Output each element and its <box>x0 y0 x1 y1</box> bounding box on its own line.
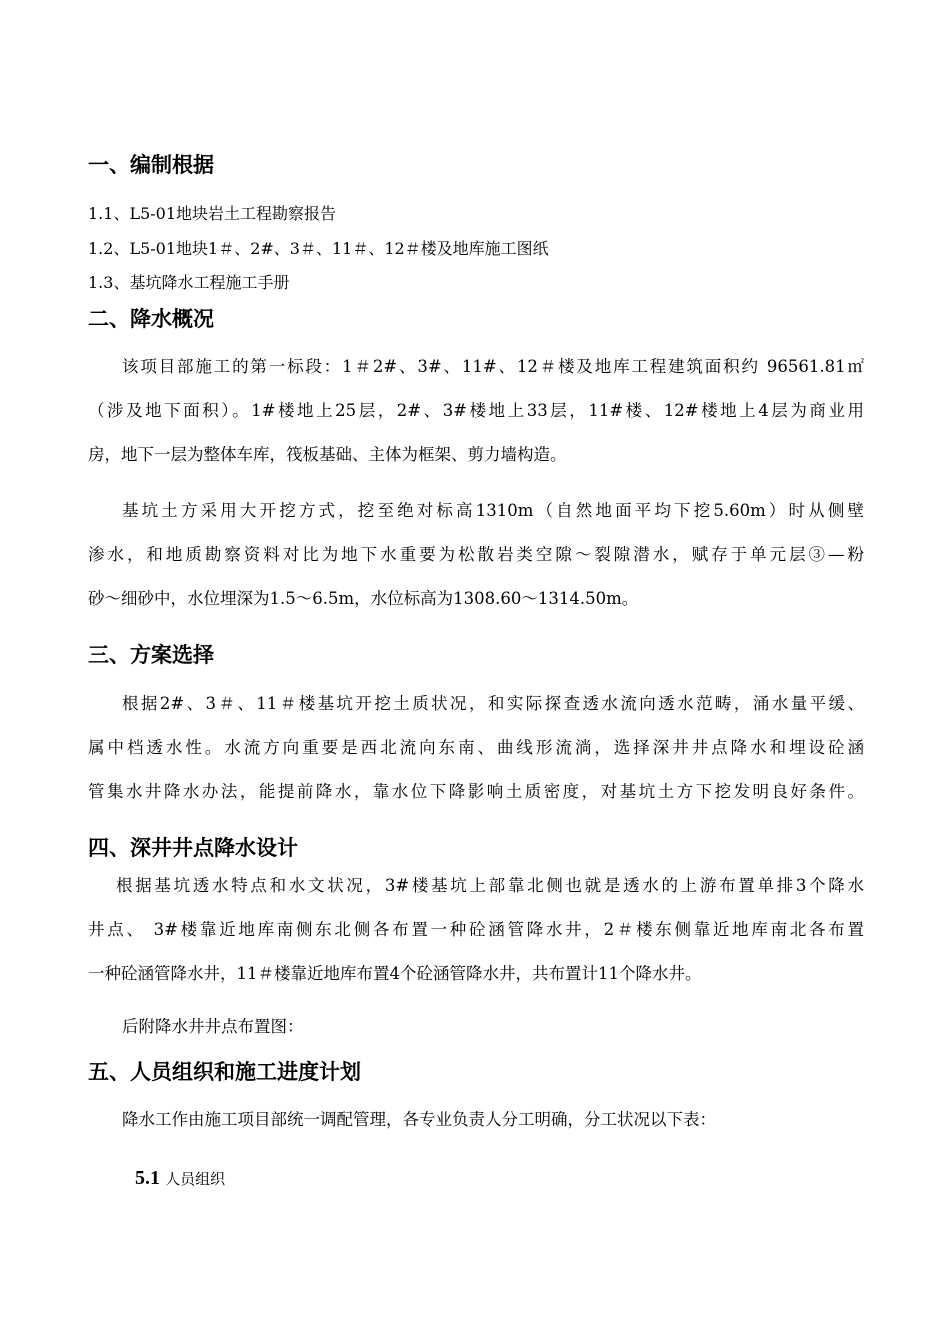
section-heading-scheme: 三、方案选择 <box>88 643 214 667</box>
text-line: 房，地下一层为整体车库，筏板基础、主体为框架、剪力墙构造。 <box>88 445 567 464</box>
text-line: 一种砼涵管降水井，11＃楼靠近地库布置4个砼涵管降水井，共布置计11个降水井。 <box>88 964 702 983</box>
basis-item-3: 1.3、基坑降水工程施工手册 <box>88 273 290 292</box>
text-line: 管集水井降水办法，能提前降水，靠水位下降影响土质密度，对基坑土方下挖发明良好条件。 <box>88 782 864 801</box>
text-line: 根据基坑透水特点和水文状况，3#楼基坑上部靠北侧也就是透水的上游布置单排3个降水 <box>116 876 864 895</box>
basis-item-2: 1.2、L5-01地块1＃、2#、3＃、11＃、12＃楼及地库施工图纸 <box>88 239 549 258</box>
text-line: 属中档透水性。水流方向重要是西北流向东南、曲线形流淌，选择深井井点降水和埋设砼涵 <box>88 738 864 757</box>
text-line: 该项目部施工的第一标段：1＃2#、3#、11#、12＃楼及地库工程建筑面积约 96561.81㎡ <box>122 357 864 376</box>
subsection-title: 人员组织 <box>165 1170 226 1188</box>
design-paragraph-2 <box>88 1005 864 1049</box>
text-line: 根据2#、3＃、11＃楼基坑开挖土质状况，和实际探查透水流向透水范畴，涌水量平缓、 <box>122 694 864 713</box>
subsection-heading-staff-organization <box>135 1164 225 1193</box>
text-line: （涉及地下面积）。1#楼地上25层，2#、3#楼地上33层，11#楼、12#楼地上4层为商业用 <box>88 401 864 420</box>
section-heading-design: 四、深井井点降水设计 <box>88 836 298 860</box>
text-line: 降水工作由施工项目部统一调配管理，各专业负责人分工明确，分工状况以下表： <box>122 1110 716 1129</box>
overview-paragraph-1 <box>88 345 864 477</box>
text-line: 后附降水井井点布置图： <box>122 1017 304 1036</box>
text-line: 井点、 3#楼靠近地库南侧东北侧各布置一种砼涵管降水井，2＃楼东侧靠近地库南北各布置 <box>88 920 864 939</box>
text-line: 砂～细砂中，水位埋深为1.5～6.5m，水位标高为1308.60～1314.50m。 <box>88 589 639 608</box>
staffing-paragraph <box>88 1098 864 1142</box>
text-line: 基坑土方采用大开挖方式，挖至绝对标高1310m（自然地面平均下挖5.60m）时从侧壁 <box>122 501 864 520</box>
section-heading-basis: 一、编制根据 <box>88 153 214 177</box>
section-heading-overview: 二、降水概况 <box>88 307 214 331</box>
section-heading-staffing: 五、人员组织和施工进度计划 <box>88 1060 361 1084</box>
scheme-paragraph <box>88 682 864 814</box>
subsection-number: 5.1 <box>135 1167 160 1189</box>
design-paragraph-1 <box>88 864 864 996</box>
text-line: 渗水，和地质勘察资料对比为地下水重要为松散岩类空隙～裂隙潜水，赋存于单元层③—粉 <box>88 545 864 564</box>
overview-paragraph-2 <box>88 489 864 621</box>
basis-item-1: 1.1、L5-01地块岩土工程勘察报告 <box>88 204 337 223</box>
